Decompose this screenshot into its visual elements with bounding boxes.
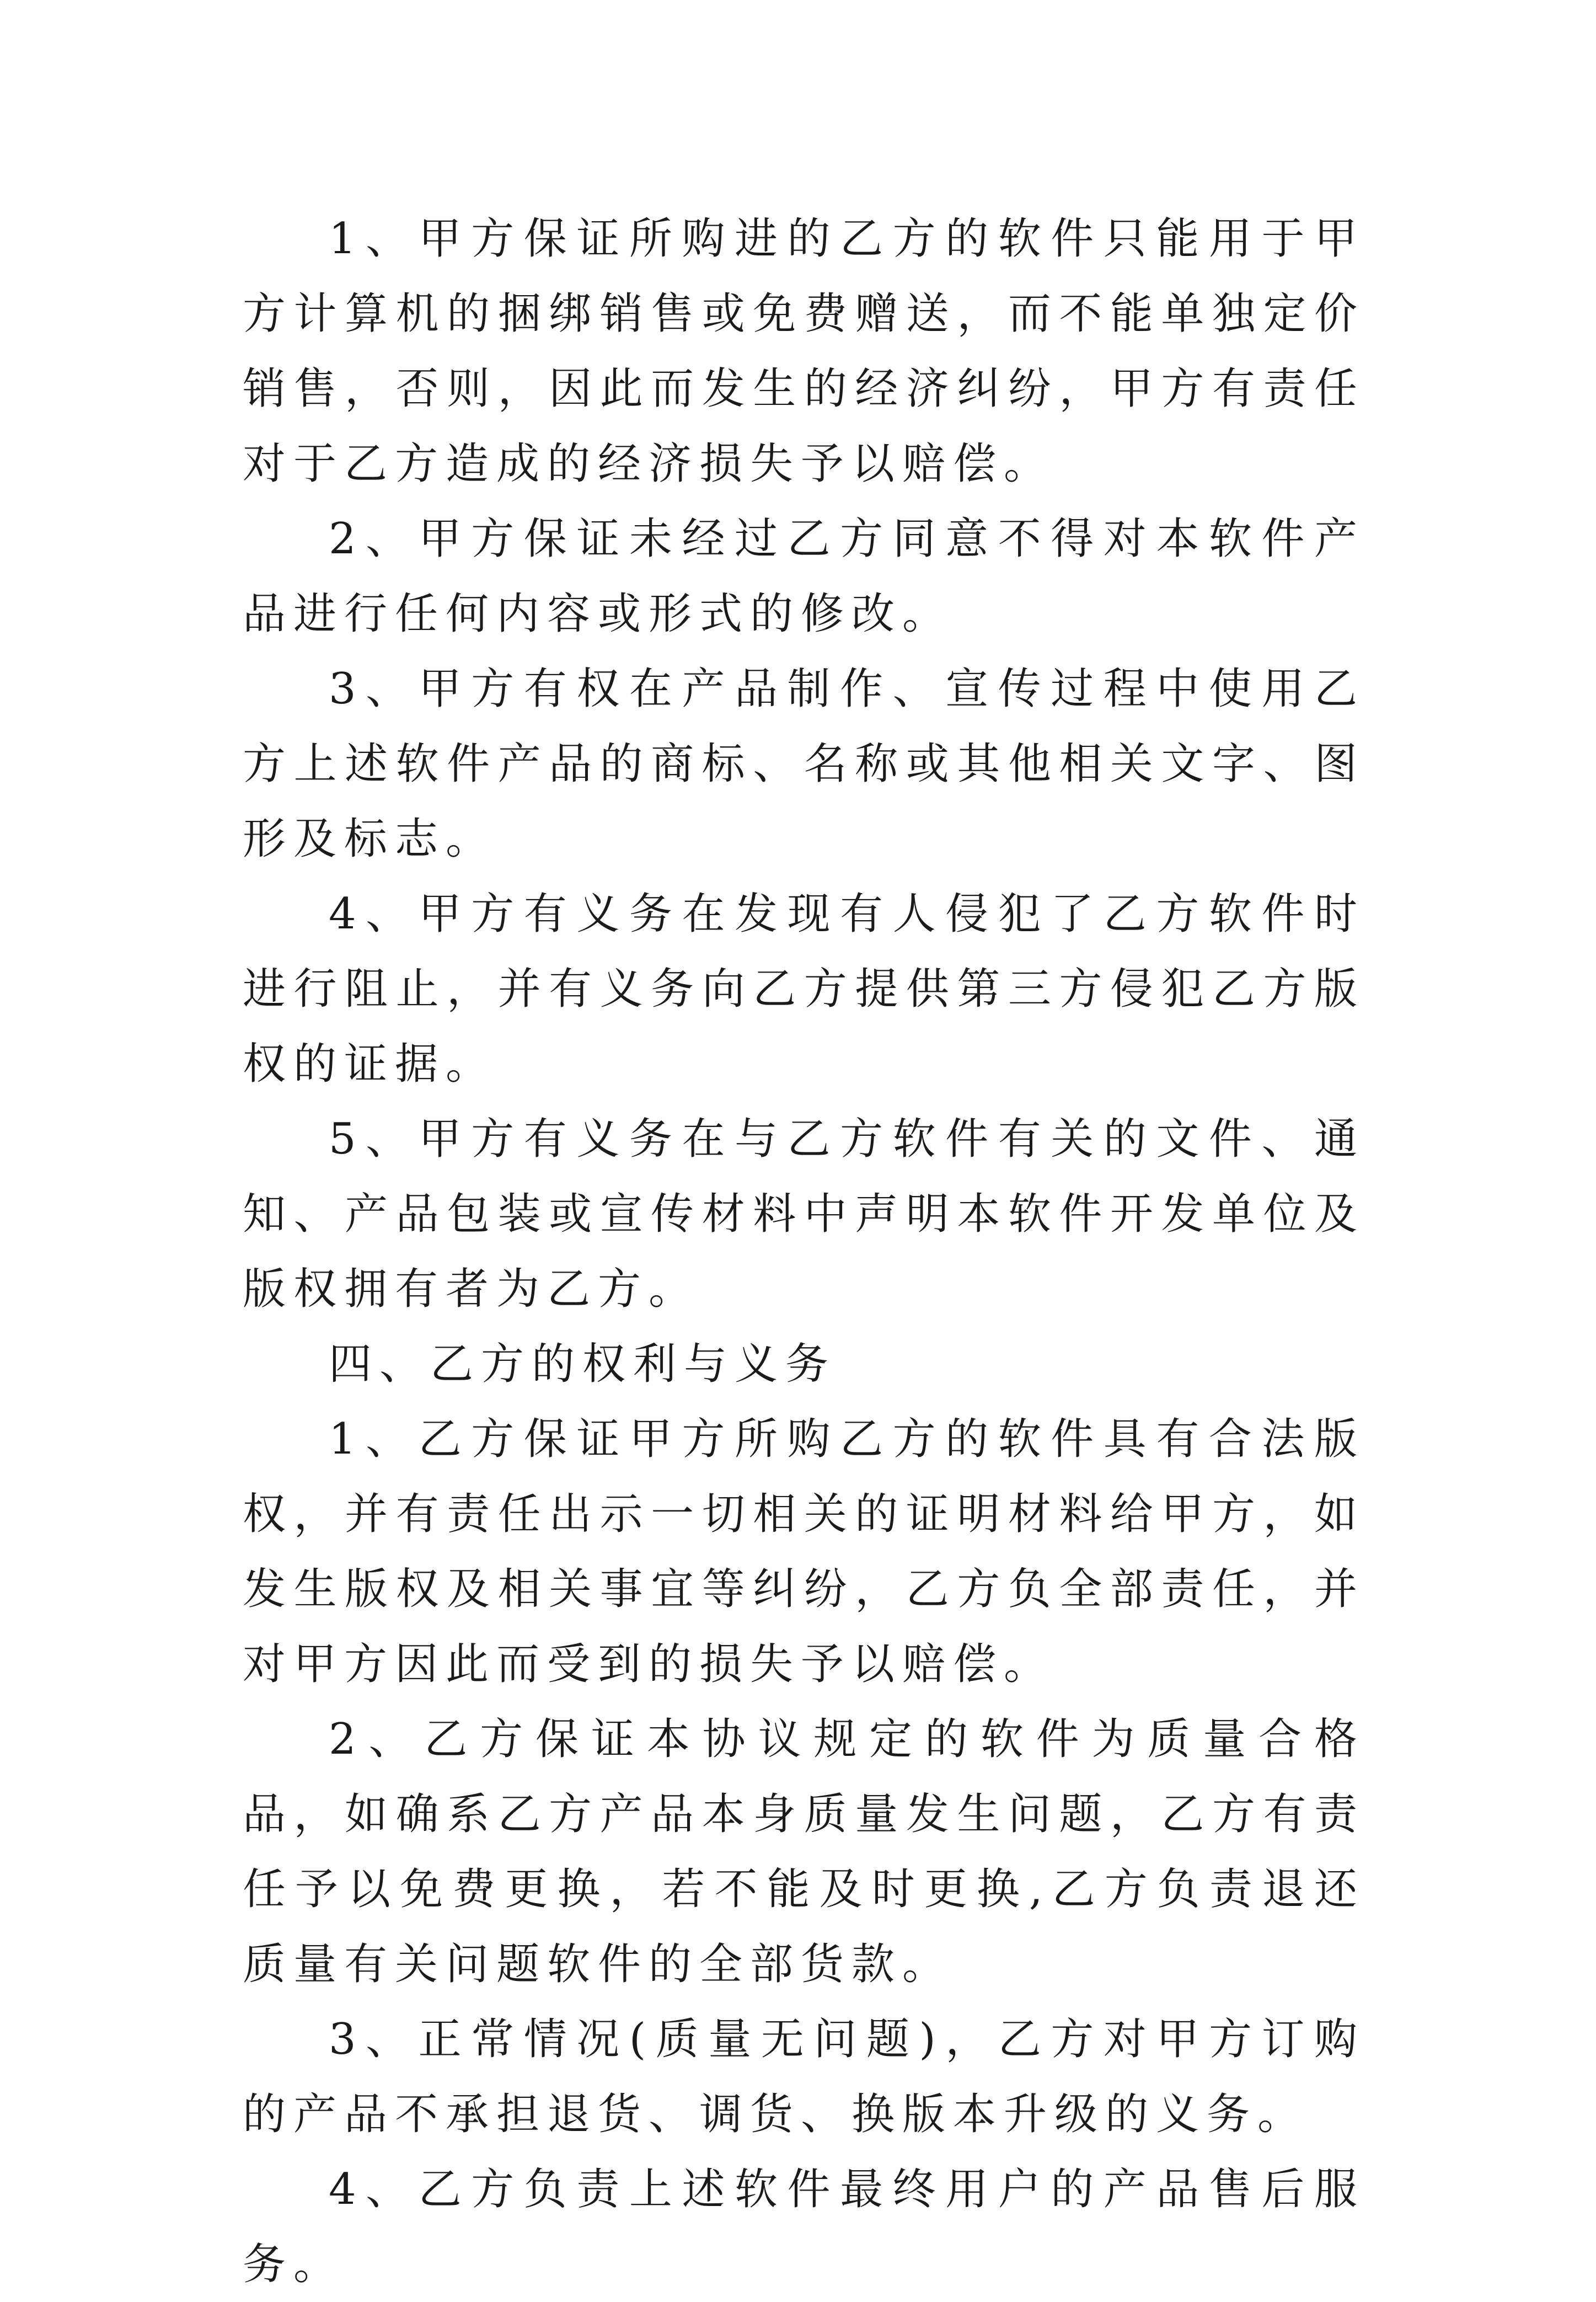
- clause-4-4: 4、乙方负责上述软件最终用户的产品售后服务。: [243, 2165, 1365, 2289]
- clause-4-3: 3、正常情况(质量无问题)，乙方对甲方订购的产品不承担退货、调货、换版本升级的义务。: [243, 2015, 1365, 2139]
- clause-3-5: 5、甲方有义务在与乙方软件有关的文件、通知、产品包装或宣传材料中声明本软件开发单位及版权拥有者为乙方。: [243, 1114, 1365, 1314]
- document-body: [243, 201, 1365, 2302]
- clause-3-4: 4、甲方有义务在发现有人侵犯了乙方软件时进行阻止，并有义务向乙方提供第三方侵犯乙方版权的证据。: [243, 889, 1365, 1089]
- section-4-heading: 四、乙方的权利与义务: [329, 1339, 837, 1389]
- clause-4-2: 2、乙方保证本协议规定的软件为质量合格品，如确系乙方产品本身质量发生问题，乙方有责任予以免费更换，若不能及时更换,乙方负责退还质量有关问题软件的全部货款。: [243, 1715, 1365, 1989]
- clause-3-3: 3、甲方有权在产品制作、宣传过程中使用乙方上述软件产品的商标、名称或其他相关文字、图形及标志。: [243, 664, 1365, 864]
- clause-3-2: 2、甲方保证未经过乙方同意不得对本软件产品进行任何内容或形式的修改。: [243, 514, 1365, 639]
- clause-4-1: 1、乙方保证甲方所购乙方的软件具有合法版权，并有责任出示一切相关的证明材料给甲方，如发生版权及相关事宜等纠纷，乙方负全部责任，并对甲方因此而受到的损失予以赔偿。: [243, 1414, 1365, 1689]
- clause-3-1: 1、甲方保证所购进的乙方的软件只能用于甲方计算机的捆绑销售或免费赠送，而不能单独定价销售，否则，因此而发生的经济纠纷，甲方有责任对于乙方造成的经济损失予以赔偿。: [243, 214, 1365, 489]
